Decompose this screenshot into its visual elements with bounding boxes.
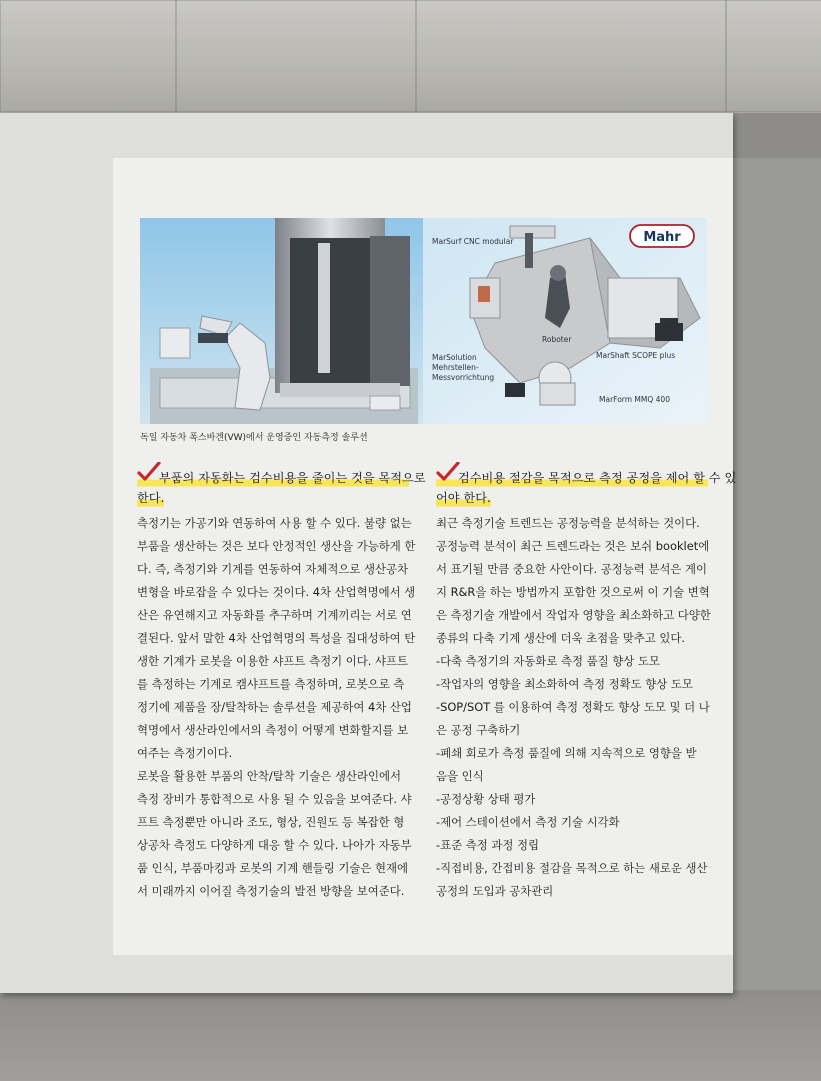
figure-label: Roboter [542,335,572,344]
background-tile [175,0,417,112]
list-item: -다축 측정기의 자동화로 측정 품질 향상 도모 [436,654,660,668]
text-line: 상공차 측정도 다양하게 대응 할 수 있다. 나아가 자동부 [137,838,412,852]
figure-illustration [140,218,707,424]
text-line: 은 측정기술 개발에서 작업자 영향을 최소화하고 다양한 [436,608,711,622]
background-tile [725,0,821,112]
figure-label: Mehrstellen- [432,363,479,372]
list-item: -공정상황 상태 평가 [436,792,536,806]
text-line: 측정기는 가공기와 연동하여 사용 할 수 있다. 불량 없는 [137,516,412,530]
list-item: -표준 측정 과정 정립 [436,838,539,852]
list-item: -직접비용, 간접비용 절감을 목적으로 하는 새로운 생산 [436,861,708,875]
text-line: 최근 측정기술 트렌드는 공정능력을 분석하는 것이다. [436,516,700,530]
bullet-list [436,650,708,903]
article-figure [140,218,707,424]
background-tile [415,0,727,112]
text-line: 품 인식, 부품마킹과 로봇의 기계 핸들링 기술은 현재에 [137,861,409,875]
text-line: 산은 유연해지고 자동화를 추구하며 기계끼리는 서로 연 [137,608,412,622]
section-heading [137,468,426,508]
figure-label: MarForm MMQ 400 [599,395,670,404]
list-item: 공정의 도입과 공차관리 [436,884,554,898]
text-line: 생한 기계가 로봇을 이용한 샤프트 측정기 이다. 샤프트 [137,654,409,668]
text-line: 서 표기될 만큼 중요한 사안이다. 공정능력 분석은 게이 [436,562,708,576]
figure-label: MarSurf CNC modular [432,237,514,246]
heading-line: 부품의 자동화는 검수비용을 줄이는 것을 목적으로 [137,468,409,488]
text-line: 공정능력 분석이 최근 트렌드라는 것은 보쉬 booklet에 [436,539,710,553]
text-line: 로봇을 활용한 부품의 안착/탈착 기술은 생산라인에서 [137,769,402,783]
text-line: 를 측정하는 기계로 캠샤프트를 측정하며, 로봇으로 측 [137,677,405,691]
text-line: 혁명에서 생산라인에서의 측정이 어떻게 변화할지를 보 [137,723,409,737]
right-column [436,468,737,903]
left-column [137,468,426,903]
list-item: -작업자의 영향을 최소화하여 측정 정확도 향상 도모 [436,677,693,691]
background-tile [0,0,177,112]
text-line: 여주는 측정기이다. [137,746,233,760]
body-paragraph [137,765,412,903]
heading-line: 어야 한다. [436,488,491,508]
text-line: 변형을 바로잡을 수 있다는 것이다. 4차 산업혁명에서 생 [137,585,416,599]
background-corner [733,113,821,158]
body-paragraph [137,512,416,765]
body-paragraph [436,512,711,650]
mahr-logo-text: Mahr [643,230,681,245]
checkmark-icon [137,462,161,484]
text-line: 결된다. 앞서 말한 4차 산업혁명의 특성을 집대성하여 탄 [137,631,416,645]
list-item: -폐쇄 회로가 측정 품질에 의해 지속적으로 영향을 받 [436,746,697,760]
heading-line: 검수비용 절감을 목적으로 측정 공정을 제어 할 수 있 [436,468,708,488]
checkmark-icon [436,462,460,484]
figure-caption: 독일 자동차 폭스바겐(VW)에서 운영중인 자동측정 솔루션 [140,433,368,443]
figure-label: MarShaft SCOPE plus [596,351,676,360]
list-item: -SOP/SOT 를 이용하여 측정 정확도 향상 도모 및 더 나 [436,700,710,714]
text-line: 프트 측정뿐만 아니라 조도, 형상, 진원도 등 복잡한 형 [137,815,405,829]
figure-label: MarSolution [432,353,477,362]
list-item: 은 공정 구축하기 [436,723,521,737]
background-bottom [0,990,821,1081]
section-heading [436,468,737,508]
text-line: 부품을 생산하는 것은 보다 안정적인 생산을 가능하게 한 [137,539,416,553]
text-line: 다. 즉, 측정기와 기계를 연동하여 자체적으로 생산공차 [137,562,409,576]
text-line: 종류의 다축 기계 생산에 더욱 초점을 맞추고 있다. [436,631,686,645]
heading-line: 한다. [137,488,164,508]
text-line: 정기에 제품을 장/탈착하는 솔루션을 제공하여 4차 산업 [137,700,412,714]
list-item: 음을 인식 [436,769,484,783]
text-line: 지 R&R을 하는 방법까지 포함한 것으로써 이 기술 변혁 [436,585,710,599]
list-item: -제어 스테이션에서 측정 기술 시각화 [436,815,620,829]
figure-label: Messvorrichtung [432,373,495,382]
text-line: 서 미래까지 이어질 측정기술의 발전 방향을 보여준다. [137,884,405,898]
text-line: 측정 장비가 통합적으로 사용 될 수 있음을 보여준다. 샤 [137,792,412,806]
